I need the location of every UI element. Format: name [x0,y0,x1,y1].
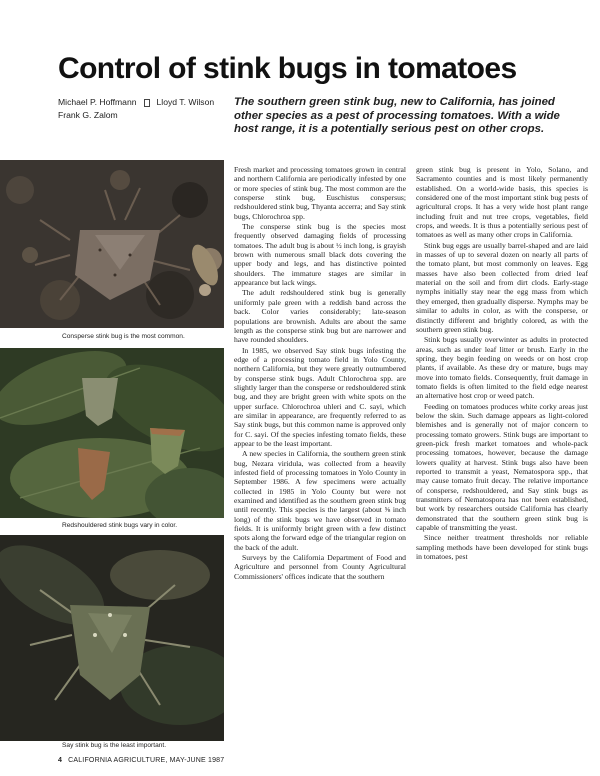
author-list [58,96,214,122]
paragraph: Stink bugs usually overwinter as adults in protected areas, such as under leaf litter or brush. Early in the spring, they begin feeding on weeds or on host crop plants, if available. As these dry or mature, bugs may move into tomato fields. Consequently, fruit damage in tomato fields is often limited to the field edge nearest an alternative host crop or weed patch. [416,335,588,401]
paragraph: Surveys by the California Department of Food and Agriculture and personnel from County Agricultural Commissioners' offices indicate that the southern [234,553,406,581]
author-1: Michael P. Hoffmann [58,97,137,107]
paragraph: Feeding on tomatoes produces white corky areas just below the skin. Such damage appears as light-colored blemishes and is generally not of major concern to processing tomato growers. Stink bugs are important to green-pick fresh market tomatoes and whole-pack processing tomatoes, however, because the damage lowers quality at harvest. Stink bugs also have been reported to transmit a yeast, Nematospora spp., that may cause tomato fruit decay. The relative importance of consperse, redshouldered, and Say stink bugs as transmitters of Nematospora has not been established, but work by researchers outside California has clearly demonstrated that the southern green stink bug is capable of transmitting the yeast. [416,401,588,533]
page-number: 4 [58,757,63,764]
journal-name: CALIFORNIA AGRICULTURE, MAY-JUNE 1987 [68,757,225,764]
photo-redshouldered-stink-bugs [0,348,224,518]
paragraph: The adult redshouldered stink bug is generally uniformly pale green with a reddish band across the back. Color varies considerably; late-season populations are brownish. Adults are about the same length as the consperse stink bug but are narrower and have rounded shoulders. [234,288,406,345]
paragraph: A new species in California, the southern green stink bug, Nezara viridula, was collected from a heavily infested field of processing tomatoes in Yolo County in September 1986. A few specimens were actually collected in 1985 in Yolo County but were not examined and identified as the southern green stink bug until recently. This species is the largest (about ⅝ inch long) of the stink bugs we have observed in tomato fields. It is uniformly bright green with a few distinct spots along the forward edge of the triangular region on the back of the adult. [234,449,406,552]
photo-say-stink-bug [0,535,224,741]
photo-consperse-stink-bug [0,160,224,328]
paragraph: In 1985, we observed Say stink bugs infesting the edge of a processing tomato field in Yolo County, northern California, but they were greatly outnumbered by consperse stink bugs. Adult Chlorochroa spp. are slightly larger than the consperse or redshouldered stink bug, and they are bright green with white spots on the upper surface. Chlorochroa uhleri and C. sayi, which are similar in appearance, are frequently referred to as Say stink bugs, but this common name is approved only for C. sayi. Of the species infesting tomato fields, these appear to be the least important. [234,345,406,448]
page-footer [58,757,224,764]
article-title: Control of stink bugs in tomatoes [58,52,517,85]
author-3: Frank G. Zalom [58,110,118,120]
paragraph: green stink bug is present in Yolo, Solano, and Sacramento counties and is most likely permanently established. On a world-wide basis, this species is considered one of the most important stink bug pests of agricultural crops. It has a very wide host plant range including fruit and nut tree crops, vegetables, field crops, and weeds. It is thus a potentially serious pest of tomatoes as well as many other crops in California. [416,165,588,240]
figure-caption: Consperse stink bug is the most common. [62,333,185,340]
author-2: Lloyd T. Wilson [156,97,215,107]
figure-caption: Say stink bug is the least important. [62,742,167,749]
author-separator [144,99,150,107]
lead-summary: The southern green stink bug, new to California, has joined other species as a pest of processing tomatoes. With a wide host range, it is a potentially serious pest on other crops. [234,96,560,136]
paragraph: Stink bug eggs are usually barrel-shaped and are laid in masses of up to several dozen on nearly all parts of the tomato plant, but most commonly on leaves. Egg masses have also been collected from dried leaf material on the soil and from dirt clods. Early-stage nymphs initially stay near the egg mass from which they emerged, then gradually disperse. Nymphs may be similar to adults in color, as with the consperse, or distinctly different and brightly colored, as with the southern green stink bug. [416,240,588,334]
body-column-2 [416,165,588,561]
paragraph: Since neither treatment thresholds nor reliable sampling methods have been developed for stink bugs in tomatoes, pest [416,533,588,562]
figure-caption: Redshouldered stink bugs vary in color. [62,522,178,529]
paragraph: Fresh market and processing tomatoes grown in central and northern California are periodically infested by one or more species of stink bug. The most common are the consperse stink bug, Euschistus conspersus; redshouldered stink bug, Thyanta accerra; and Say stink bugs, Chlorochroa spp. [234,165,406,221]
body-column-1 [234,165,406,581]
paragraph: The consperse stink bug is the species most frequently observed damaging fields of processing tomatoes. The adult bug is about ½ inch long, is grayish brown with numerous small black dots covering the upper body and legs, and has distinctive pointed shoulders. The immature stages are similar in appearance but lack wings. [234,222,406,288]
